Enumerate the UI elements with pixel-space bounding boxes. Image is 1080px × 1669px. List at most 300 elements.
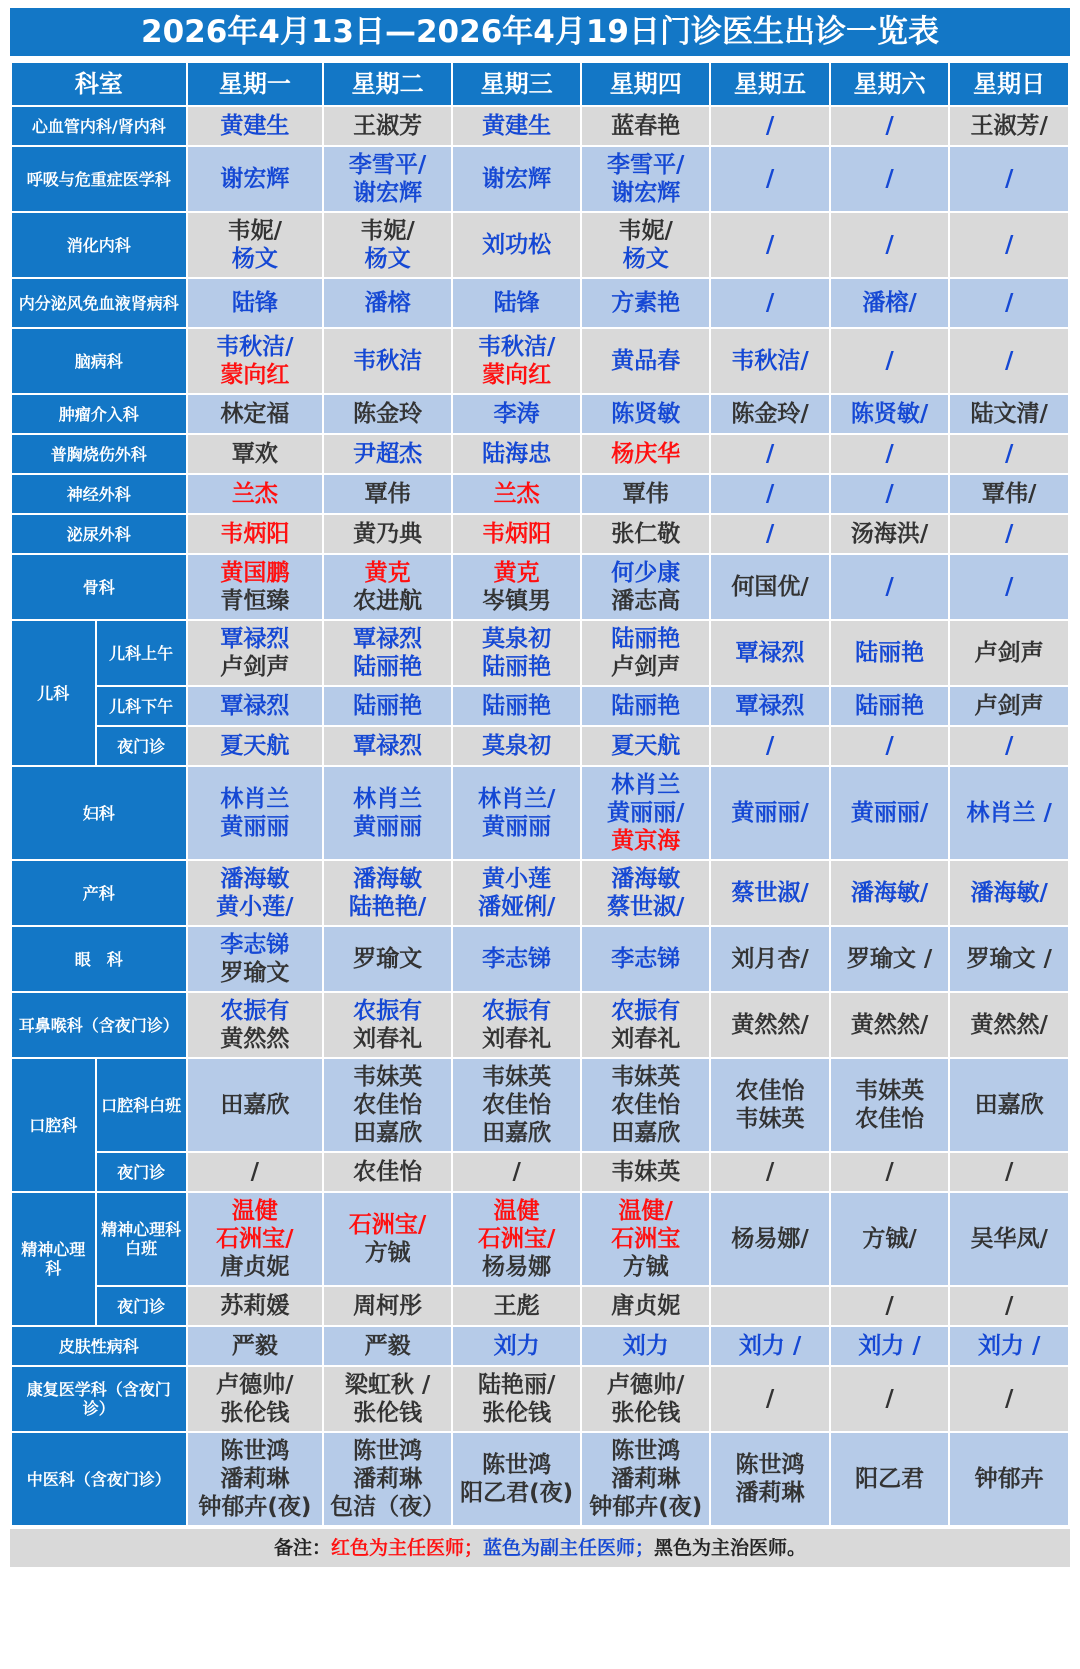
doctor-name: 刘力 / — [738, 1333, 802, 1359]
schedule-cell — [452, 686, 581, 726]
doctor-name: 杨易娜/ — [731, 1226, 809, 1252]
doctor-name: 黄建生 — [220, 113, 290, 139]
doctor-name: 王淑芳/ — [970, 113, 1048, 139]
legend-note — [10, 1527, 1070, 1567]
doctor-name: 罗瑜文 — [220, 960, 290, 986]
doctor-name: 温健 — [493, 1198, 540, 1224]
doctor-name: 梁虹秋 / — [344, 1372, 431, 1398]
schedule-cell — [187, 860, 323, 926]
schedule-cell — [830, 1058, 950, 1152]
slash-mark: / — [885, 113, 894, 139]
schedule-cell — [581, 394, 710, 434]
schedule-cell — [949, 1326, 1069, 1366]
doctor-name: 夏天航 — [220, 733, 290, 759]
schedule-cell — [830, 766, 950, 860]
table-row — [11, 278, 1069, 328]
doctor-name: 石洲宝 — [611, 1226, 681, 1252]
doctor-name: 刘春礼 — [353, 1026, 423, 1052]
header-friday: 星期五 — [710, 62, 830, 106]
slash-mark: / — [1004, 166, 1014, 192]
schedule-cell — [323, 554, 452, 620]
schedule-cell — [323, 1058, 452, 1152]
doctor-name: 莫泉初 — [482, 626, 552, 652]
slash-mark: / — [885, 441, 894, 467]
schedule-cell — [187, 434, 323, 474]
schedule-cell — [323, 146, 452, 212]
doctor-name: 杨文 — [364, 246, 411, 272]
slash-mark: / — [765, 521, 775, 547]
table-row — [11, 1286, 1069, 1326]
doctor-name: 陈金玲 — [353, 401, 423, 427]
doctor-name: 黄小莲/ — [216, 894, 294, 920]
doctor-name: 杨庆华 — [611, 441, 681, 467]
dept-name: 耳鼻喉科（含夜门诊） — [11, 992, 187, 1058]
slash-mark: / — [1004, 1386, 1014, 1412]
schedule-cell — [323, 1432, 452, 1526]
dept-name: 消化内科 — [11, 212, 187, 278]
table-row — [11, 328, 1069, 394]
doctor-name: 农佳怡 — [482, 1092, 552, 1118]
schedule-cell — [830, 1192, 950, 1286]
schedule-cell — [581, 434, 710, 474]
doctor-name: 农振有 — [611, 998, 681, 1024]
schedule-cell — [710, 212, 830, 278]
schedule-cell — [452, 328, 581, 394]
table-row — [11, 1432, 1069, 1526]
schedule-cell — [452, 106, 581, 146]
doctor-name: 陆艳丽/ — [477, 1372, 556, 1398]
schedule-cell — [830, 514, 950, 554]
schedule-cell — [710, 1152, 830, 1192]
schedule-cell — [949, 860, 1069, 926]
schedule-cell — [830, 992, 950, 1058]
doctor-name: 罗瑜文 / — [966, 946, 1052, 972]
schedule-cell — [949, 146, 1069, 212]
schedule-cell — [452, 146, 581, 212]
doctor-name: 黄丽丽/ — [850, 800, 929, 826]
schedule-cell — [710, 278, 830, 328]
doctor-name: 陆丽艳 — [855, 640, 925, 666]
doctor-name: 陈金玲/ — [731, 401, 809, 427]
doctor-name: 唐贞妮 — [220, 1254, 290, 1280]
table-row — [11, 212, 1069, 278]
schedule-cell — [581, 1058, 710, 1152]
table-row — [11, 1366, 1069, 1432]
dept-name: 产科 — [11, 860, 187, 926]
table-row — [11, 146, 1069, 212]
dept-name: 眼 科 — [11, 926, 187, 992]
dept-name: 皮肤性病科 — [11, 1326, 187, 1366]
dept-name: 中医科（含夜门诊） — [11, 1432, 187, 1526]
schedule-cell — [323, 726, 452, 766]
slash-mark: / — [765, 232, 775, 258]
schedule-cell — [949, 1432, 1069, 1526]
header-row — [11, 62, 1069, 106]
schedule-cell — [452, 726, 581, 766]
schedule-cell — [830, 1326, 950, 1366]
doctor-name: 岑镇男 — [482, 588, 552, 614]
doctor-name: 严毅 — [364, 1333, 411, 1359]
slash-mark: / — [885, 232, 894, 258]
doctor-name: 韦妹英 — [611, 1159, 681, 1185]
doctor-name: 王淑芳 — [353, 113, 423, 139]
doctor-name: 刘春礼 — [482, 1026, 552, 1052]
doctor-name: 林肖兰 / — [966, 800, 1052, 826]
schedule-cell — [452, 1366, 581, 1432]
doctor-name: 韦炳阳 — [482, 521, 552, 547]
doctor-name: 黄丽丽 — [353, 814, 423, 840]
doctor-name: 温健 — [231, 1198, 278, 1224]
schedule-cell — [187, 620, 323, 686]
doctor-name: 钟郁卉(夜) — [589, 1494, 703, 1520]
schedule-cell — [710, 992, 830, 1058]
dept-name: 康复医学科（含夜门诊） — [11, 1366, 187, 1432]
schedule-cell — [949, 992, 1069, 1058]
doctor-name: 黄然然 — [220, 1026, 290, 1052]
slash-mark: / — [885, 1159, 894, 1185]
doctor-name: 韦妮/ — [360, 218, 415, 244]
doctor-name: 黄丽丽/ — [731, 800, 809, 826]
schedule-cell — [323, 860, 452, 926]
doctor-name: 韦秋洁 — [353, 348, 423, 374]
schedule-cell — [452, 1326, 581, 1366]
table-row — [11, 1058, 1069, 1152]
doctor-name: 谢宏辉 — [611, 180, 681, 206]
doctor-name: 罗瑜文 — [353, 946, 423, 972]
doctor-name: 潘莉琳 — [611, 1466, 681, 1492]
schedule-cell — [581, 1286, 710, 1326]
doctor-name: 罗瑜文 / — [846, 946, 933, 972]
doctor-name: 潘海敏/ — [850, 880, 929, 906]
slash-mark: / — [765, 1386, 775, 1412]
slash-mark: / — [765, 113, 775, 139]
schedule-cell — [187, 686, 323, 726]
dept-name: 心血管内科/肾内科 — [11, 106, 187, 146]
doctor-name: 李志锑 — [482, 946, 552, 972]
schedule-cell — [581, 686, 710, 726]
schedule-cell — [323, 1192, 452, 1286]
doctor-name: 农振有 — [353, 998, 423, 1024]
doctor-name: 覃禄烈 — [735, 693, 805, 719]
doctor-name: 黄丽丽 — [482, 814, 552, 840]
schedule-cell — [187, 992, 323, 1058]
schedule-cell — [187, 146, 323, 212]
doctor-name: 李雪平/ — [607, 152, 685, 178]
schedule-cell — [710, 1192, 830, 1286]
doctor-name: 韦妹英 — [353, 1064, 423, 1090]
doctor-name: 黄然然/ — [970, 1012, 1048, 1038]
schedule-cell — [949, 1058, 1069, 1152]
header-thursday: 星期四 — [581, 62, 710, 106]
doctor-name: 农佳怡 — [353, 1159, 423, 1185]
doctor-name: 王彪 — [493, 1293, 540, 1319]
doctor-name: 陆丽艳 — [611, 626, 681, 652]
doctor-name: 韦妮/ — [227, 218, 283, 244]
doctor-name: 农进航 — [353, 588, 423, 614]
schedule-cell — [452, 554, 581, 620]
table-row — [11, 474, 1069, 514]
schedule-cell — [830, 860, 950, 926]
doctor-name: 陈世鸿 — [611, 1438, 681, 1464]
schedule-cell — [710, 926, 830, 992]
slash-mark: / — [765, 441, 775, 467]
note-blue: 蓝色为副主任医师； — [483, 1537, 655, 1559]
doctor-name: 潘榕/ — [862, 290, 917, 316]
doctor-name: 李雪平/ — [348, 152, 427, 178]
page-title: 2026年4月13日—2026年4月19日门诊医生出诊一览表 — [10, 8, 1070, 56]
slash-mark: / — [1004, 521, 1014, 547]
schedule-cell — [949, 514, 1069, 554]
schedule-cell — [830, 620, 950, 686]
doctor-name: 韦妹英 — [855, 1078, 925, 1104]
schedule-cell — [581, 514, 710, 554]
schedule-cell — [452, 620, 581, 686]
schedule-cell — [452, 1058, 581, 1152]
schedule-cell — [323, 686, 452, 726]
schedule-cell — [710, 860, 830, 926]
doctor-name: 潘海敏 — [611, 866, 681, 892]
doctor-name: 青恒臻 — [220, 588, 290, 614]
doctor-name: 覃禄烈 — [220, 626, 290, 652]
schedule-cell — [323, 394, 452, 434]
schedule-cell — [710, 146, 830, 212]
doctor-name: 覃禄烈 — [735, 640, 805, 666]
doctor-name: 田嘉欣 — [482, 1120, 552, 1146]
slash-mark: / — [885, 574, 894, 600]
schedule-cell — [323, 1152, 452, 1192]
slash-mark: / — [1004, 733, 1014, 759]
doctor-name: 苏莉媛 — [220, 1293, 290, 1319]
doctor-name: 卢德帅/ — [216, 1372, 294, 1398]
doctor-name: 农振有 — [220, 998, 290, 1024]
schedule-cell — [581, 554, 710, 620]
doctor-name: 杨文 — [622, 246, 669, 272]
schedule-cell — [710, 726, 830, 766]
doctor-name: 韦妮/ — [618, 218, 673, 244]
schedule-cell — [323, 434, 452, 474]
doctor-name: 韦秋洁/ — [731, 348, 809, 374]
table-row — [11, 434, 1069, 474]
slash-mark: / — [765, 290, 775, 316]
doctor-name: 韦秋洁/ — [477, 334, 556, 360]
doctor-name: 黄然然/ — [850, 1012, 929, 1038]
schedule-cell — [581, 212, 710, 278]
dept-name: 精神心理科 — [11, 1192, 96, 1326]
schedule-cell — [949, 554, 1069, 620]
doctor-name: 方素艳 — [611, 290, 681, 316]
doctor-name: 农佳怡 — [353, 1092, 423, 1118]
doctor-name: 林肖兰 — [220, 786, 290, 812]
doctor-name: 何国优/ — [731, 574, 809, 600]
doctor-name: 蓝春艳 — [611, 113, 681, 139]
dept-name: 呼吸与危重症医学科 — [11, 146, 187, 212]
slash-mark: / — [1004, 1159, 1014, 1185]
doctor-name: 陈世鸿 — [353, 1438, 423, 1464]
doctor-name: 陆海忠 — [482, 441, 552, 467]
doctor-name: 刘力 / — [977, 1333, 1041, 1359]
doctor-name: 张伦钱 — [482, 1400, 552, 1426]
doctor-name: 卢剑声 — [974, 693, 1044, 719]
schedule-cell — [581, 328, 710, 394]
slash-mark: / — [885, 733, 894, 759]
doctor-name: 何少康 — [611, 560, 681, 586]
note-red: 红色为主任医师； — [330, 1537, 483, 1559]
doctor-name: 覃禄烈 — [353, 733, 423, 759]
doctor-name: 陆文清/ — [970, 401, 1048, 427]
doctor-name: 阳乙君 — [855, 1466, 925, 1492]
doctor-name: 林肖兰 — [353, 786, 423, 812]
doctor-name: 刘力 — [622, 1333, 669, 1359]
doctor-name: 温健/ — [618, 1198, 673, 1224]
table-row — [11, 926, 1069, 992]
schedule-cell — [323, 992, 452, 1058]
doctor-name: 兰杰 — [493, 481, 540, 507]
slash-mark: / — [765, 166, 775, 192]
header-saturday: 星期六 — [830, 62, 950, 106]
schedule-table — [10, 61, 1070, 1527]
doctor-name: 李志锑 — [611, 946, 681, 972]
header-sunday: 星期日 — [949, 62, 1069, 106]
doctor-name: 陆丽艳 — [353, 654, 423, 680]
table-row — [11, 686, 1069, 726]
doctor-name: 夏天航 — [611, 733, 681, 759]
schedule-cell — [581, 474, 710, 514]
slash-mark: / — [885, 166, 894, 192]
dept-name: 妇科 — [11, 766, 187, 860]
schedule-cell — [949, 766, 1069, 860]
sub-dept-name: 夜门诊 — [96, 1152, 187, 1192]
schedule-cell — [323, 620, 452, 686]
schedule-cell — [452, 1152, 581, 1192]
schedule-cell — [323, 474, 452, 514]
schedule-cell — [452, 1286, 581, 1326]
slash-mark: / — [512, 1159, 521, 1185]
slash-mark: / — [250, 1159, 260, 1185]
doctor-name: 林肖兰 — [611, 772, 681, 798]
schedule-cell — [581, 1192, 710, 1286]
schedule-cell — [949, 328, 1069, 394]
schedule-cell — [581, 1432, 710, 1526]
schedule-cell — [830, 434, 950, 474]
doctor-name: 谢宏辉 — [353, 180, 423, 206]
schedule-cell — [830, 328, 950, 394]
schedule-body — [11, 106, 1069, 1526]
doctor-name: 韦妹英 — [735, 1106, 805, 1132]
doctor-name: 陈贤敏/ — [850, 401, 929, 427]
doctor-name: 尹超杰 — [353, 441, 423, 467]
schedule-cell — [830, 212, 950, 278]
slash-mark: / — [1004, 348, 1014, 374]
schedule-cell — [452, 1192, 581, 1286]
slash-mark: / — [1004, 232, 1014, 258]
schedule-cell — [323, 514, 452, 554]
doctor-name: 陈世鸿 — [482, 1452, 552, 1478]
schedule-cell — [830, 146, 950, 212]
slash-mark: / — [765, 733, 775, 759]
schedule-cell — [830, 278, 950, 328]
doctor-name: 潘海敏 — [220, 866, 290, 892]
dept-name: 普胸烧伤外科 — [11, 434, 187, 474]
doctor-name: 韦妹英 — [482, 1064, 552, 1090]
doctor-name: 张伦钱 — [611, 1400, 681, 1426]
doctor-name: 张伦钱 — [353, 1400, 423, 1426]
doctor-name: 陆丽艳 — [855, 693, 925, 719]
schedule-cell — [830, 1152, 950, 1192]
doctor-name: 陈世鸿 — [220, 1438, 290, 1464]
doctor-name: 刘春礼 — [611, 1026, 681, 1052]
schedule-cell — [452, 992, 581, 1058]
schedule-cell — [830, 1286, 950, 1326]
doctor-name: 刘力 / — [858, 1333, 921, 1359]
schedule-cell — [187, 926, 323, 992]
doctor-name: 韦炳阳 — [220, 521, 290, 547]
doctor-name: 潘莉琳 — [220, 1466, 290, 1492]
doctor-name: 吴华凤/ — [970, 1226, 1048, 1252]
doctor-name: 韦秋洁/ — [216, 334, 294, 360]
schedule-cell — [949, 212, 1069, 278]
slash-mark: / — [1004, 441, 1014, 467]
schedule-cell — [949, 474, 1069, 514]
doctor-name: 黄品春 — [611, 348, 681, 374]
doctor-name: 农佳怡 — [611, 1092, 681, 1118]
schedule-cell — [710, 1326, 830, 1366]
doctor-name: 莫泉初 — [482, 733, 552, 759]
schedule-cell — [710, 106, 830, 146]
sub-dept-name: 儿科上午 — [96, 620, 187, 686]
doctor-name: 田嘉欣 — [353, 1120, 423, 1146]
dept-name: 儿科 — [11, 620, 96, 766]
doctor-name: 农佳怡 — [735, 1078, 805, 1104]
doctor-name: 覃伟/ — [981, 481, 1037, 507]
doctor-name: 黄乃典 — [353, 521, 423, 547]
sub-dept-name: 精神心理科白班 — [96, 1192, 187, 1286]
schedule-cell — [187, 278, 323, 328]
schedule-cell — [581, 1152, 710, 1192]
slash-mark: / — [765, 1159, 775, 1185]
schedule-cell — [452, 212, 581, 278]
schedule-cell — [187, 1286, 323, 1326]
doctor-name: 覃伟 — [364, 481, 411, 507]
schedule-cell — [949, 620, 1069, 686]
schedule-cell — [830, 926, 950, 992]
doctor-name: 方铖/ — [862, 1226, 917, 1252]
doctor-name: 石洲宝/ — [348, 1212, 427, 1238]
schedule-cell — [323, 278, 452, 328]
doctor-name: 刘力 — [493, 1333, 540, 1359]
schedule-cell — [187, 212, 323, 278]
schedule-cell — [581, 992, 710, 1058]
sub-dept-name: 口腔科白班 — [96, 1058, 187, 1152]
schedule-cell — [187, 1432, 323, 1526]
doctor-name: 陆丽艳 — [611, 693, 681, 719]
schedule-cell — [187, 514, 323, 554]
table-row — [11, 1152, 1069, 1192]
doctor-name: 陆锋 — [493, 290, 540, 316]
doctor-name: 田嘉欣 — [974, 1092, 1044, 1118]
dept-name: 泌尿外科 — [11, 514, 187, 554]
schedule-cell — [581, 1326, 710, 1366]
slash-mark: / — [1004, 574, 1014, 600]
table-row — [11, 106, 1069, 146]
schedule-cell — [581, 860, 710, 926]
schedule-cell — [187, 1192, 323, 1286]
schedule-cell — [581, 278, 710, 328]
doctor-name: 陆丽艳 — [353, 693, 423, 719]
doctor-name: 覃禄烈 — [220, 693, 290, 719]
doctor-name: 方铖 — [364, 1240, 411, 1266]
table-row — [11, 620, 1069, 686]
slash-mark: / — [885, 1293, 894, 1319]
